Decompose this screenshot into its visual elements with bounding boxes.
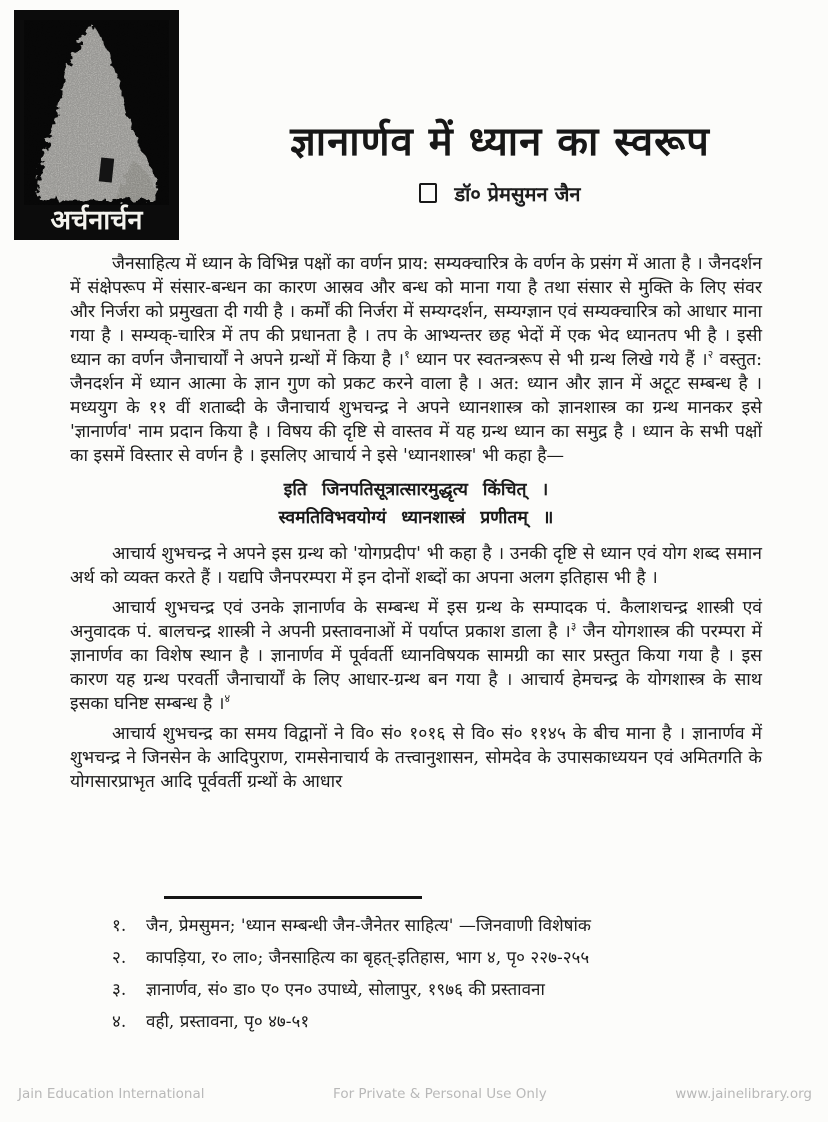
verse-line: इति जिनपतिसूत्रात्सारमुद्धृत्य किंचित् ।	[283, 480, 549, 500]
paragraph: आचार्य शुभचन्द्र एवं उनके ज्ञानार्णव के सम्बन्ध में इस ग्रन्थ के सम्पादक पं. कैलाशचन्द्र शास्त्री एवं अनुवादक पं. बालचन्द्र शास्त्री ने अपनी प्रस्तावनाओं में पर्याप्त प्रकाश डाला है ।$^३$ जैन योगशास्त्र की परम्परा में ज्ञानार्णव का विशेष स्थान है । ज्ञानार्णव में पूर्ववर्ती ध्यानविषयक सामग्री का सार प्रस्तुत किया गया है । इस कारण यह ग्रन्थ परवर्ती जैनाचार्यों के लिए आधार-ग्रन्थ बन गया है । आचार्य हेमचन्द्र के योगशास्त्र के साथ इसका घनिष्ट सम्बन्ध है ।$^४$	[70, 598, 762, 714]
footnote-number: ४.	[112, 1012, 127, 1032]
author-name: डॉ० प्रेमसुमन जैन	[454, 182, 581, 206]
article-title: ज्ञानार्णव में ध्यान का स्वरूप	[290, 119, 710, 165]
paragraph: आचार्य शुभचन्द्र का समय विद्वानों ने वि० सं० १०१६ से वि० सं० ११४५ के बीच माना है । ज्ञानार्णव में शुभचन्द्र ने जिनसेन के आदिपुराण, रामसेनाचार्य के तत्त्वानुशासन, सोमदेव के उपासकाध्ययन एवं अमितगति के योगसारप्राभृत आदि पूर्ववर्ती ग्रन्थों के आधार	[70, 724, 762, 792]
footer-right-text: www.jainelibrary.org	[675, 1086, 812, 1102]
footnote-marker: ४	[224, 692, 231, 706]
footnote-marker: २	[707, 348, 714, 362]
article-body	[70, 252, 762, 800]
verse-line: स्वमतिविभवयोग्यं ध्यानशास्त्रं प्रणीतम् ॥	[278, 508, 554, 528]
footnote-text: कापड़िया, र० ला०; जैनसाहित्य का बृहत्-इतिहास, भाग ४, पृ० २२७-२५५	[146, 948, 590, 968]
footer-center-text: For Private & Personal Use Only	[333, 1086, 547, 1102]
footnote-item	[70, 974, 762, 1006]
footnote-item	[70, 942, 762, 974]
author-square-icon	[419, 183, 437, 203]
paragraph: आचार्य शुभचन्द्र ने अपने इस ग्रन्थ को 'योगप्रदीप' भी कहा है । उनकी दृष्टि से ध्यान एवं योग शब्द समान अर्थ को व्यक्त करते हैं । यद्यपि जैनपरम्परा में इन दोनों शब्दों का अपना अलग इतिहास भी है ।	[70, 544, 762, 588]
masthead-label: अर्चनार्चन	[50, 205, 143, 236]
footnote-number: २.	[112, 948, 127, 968]
scan-footer	[18, 1086, 812, 1102]
footnote-marker: ३	[570, 620, 577, 634]
footnote-item	[70, 1006, 762, 1038]
sanskrit-verse	[70, 476, 762, 532]
footnote-separator	[164, 896, 422, 899]
footnote-list	[70, 910, 762, 1038]
footnote-text: जैन, प्रेमसुमन; 'ध्यान सम्बन्धी जैन-जैनेतर साहित्य' —जिनवाणी विशेषांक	[146, 916, 591, 936]
footer-left-text: Jain Education International	[18, 1086, 205, 1102]
masthead-photo	[14, 10, 179, 240]
footnote-marker: १	[404, 348, 410, 362]
footnote-text: ज्ञानार्णव, सं० डा० ए० एन० उपाध्ये, सोलापुर, १९७६ की प्रस्तावना	[146, 980, 545, 1000]
article-header	[190, 116, 810, 207]
footnote-number: १.	[112, 916, 127, 936]
footnotes-section	[70, 896, 762, 1038]
footnote-text: वही, प्रस्तावना, पृ० ४७-५१	[146, 1012, 310, 1032]
paragraph: जैनसाहित्य में ध्यान के विभिन्न पक्षों का वर्णन प्राय: सम्यक्चारित्र के वर्णन के प्रसंग में आता है । जैनदर्शन में संक्षेपरूप में संसार-बन्धन का कारण आस्रव और बन्ध को माना गया है तथा संसार से मुक्ति के लिए संवर और निर्जरा को प्रमुखता दी गयी है । कर्मों की निर्जरा में सम्यग्दर्शन, सम्यग्ज्ञान एवं सम्यक्चारित्र को आधार माना गया है । सम्यक्-चारित्र में तप की प्रधानता है । तप के आभ्यन्तर छह भेदों में एक भेद ध्यानतप भी है । इसी ध्यान का वर्णन जैनाचार्यों ने अपने ग्रन्थों में किया है ।$^१$ ध्यान पर स्वतन्त्ररूप से भी ग्रन्थ लिखे गये हैं ।$^२$ वस्तुत: जैनदर्शन में ध्यान आत्मा के ज्ञान गुण को प्रकट करने वाला है । अत: ध्यान और ज्ञान में अटूट सम्बन्ध है । मध्ययुग के ११ वीं शताब्दी के जैनाचार्य शुभचन्द्र ने अपने ध्यानशास्त्र को ज्ञानशास्त्र का ग्रन्थ मानकर इसे 'ज्ञानार्णव' नाम प्रदान किया है । विषय की दृष्टि से वास्तव में यह ग्रन्थ ध्यान का समुद्र है । ध्यान के सभी पक्षों का इसमें विस्तार से वर्णन है । इसलिए आचार्य ने इसे 'ध्यानशास्त्र' भी कहा है—	[70, 254, 762, 466]
footnote-item	[70, 910, 762, 942]
footnote-number: ३.	[112, 980, 127, 1000]
author-line	[190, 180, 810, 207]
